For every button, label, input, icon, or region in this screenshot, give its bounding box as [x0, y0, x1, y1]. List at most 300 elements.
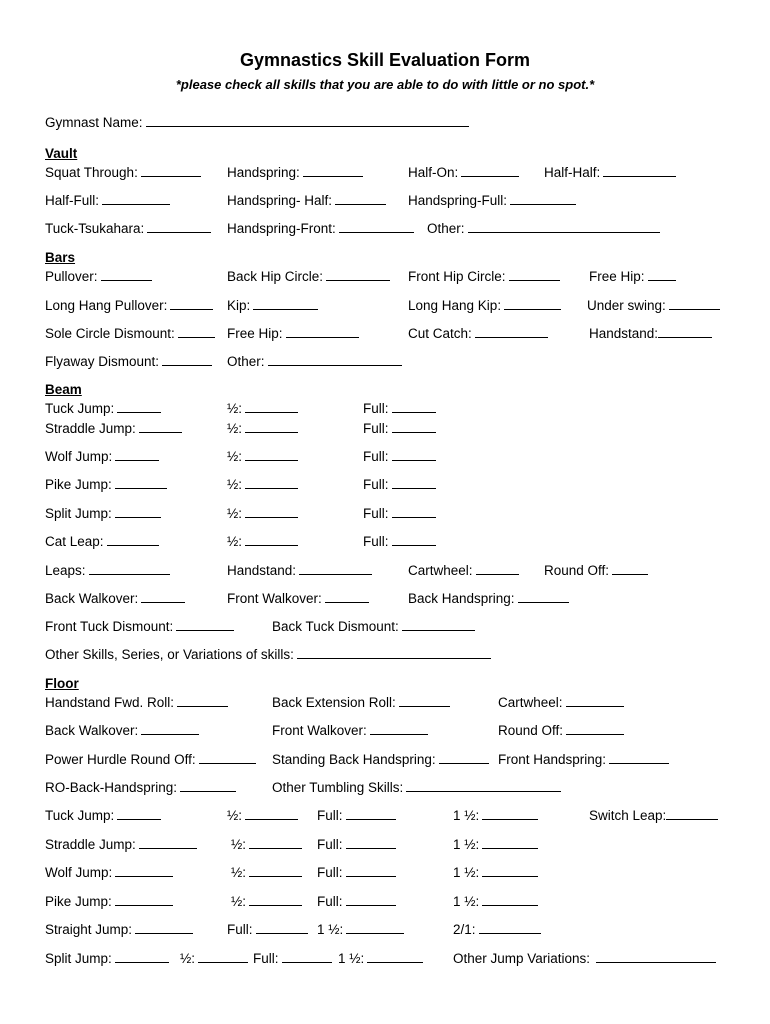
field-blank[interactable]: [253, 296, 318, 310]
vault-heading: Vault: [45, 146, 78, 161]
field-label: Half-On:: [408, 165, 459, 180]
beam-heading: Beam: [45, 382, 82, 397]
field-label: Handspring-Front:: [227, 221, 336, 236]
bars-field[interactable]: [227, 352, 402, 371]
field-blank[interactable]: [392, 504, 436, 518]
field-blank[interactable]: [249, 863, 302, 877]
beam-field[interactable]: [227, 504, 298, 523]
field-label: Full:: [363, 421, 389, 436]
field-blank[interactable]: [482, 863, 538, 877]
field-label: 1 ½:: [338, 951, 365, 966]
field-blank[interactable]: [268, 352, 402, 366]
beam-field[interactable]: [227, 399, 298, 418]
field-blank[interactable]: [178, 324, 215, 338]
field-blank[interactable]: [245, 399, 298, 413]
floor-field[interactable]: [231, 892, 302, 911]
floor-row: [0, 835, 770, 853]
floor-field[interactable]: [231, 835, 302, 854]
field-blank[interactable]: [170, 296, 213, 310]
field-label: 1 ½:: [453, 865, 480, 880]
field-label: Other:: [227, 354, 265, 369]
field-blank[interactable]: [245, 475, 298, 489]
bars-field[interactable]: [45, 352, 212, 371]
field-blank[interactable]: [339, 219, 414, 233]
field-label: Straddle Jump:: [45, 421, 136, 436]
vault-field[interactable]: [227, 191, 386, 210]
field-blank[interactable]: [479, 920, 541, 934]
floor-field[interactable]: [453, 920, 541, 939]
floor-row: [0, 721, 770, 739]
gymnast-name-blank[interactable]: [146, 113, 469, 127]
field-blank[interactable]: [282, 949, 332, 963]
floor-field[interactable]: [45, 778, 236, 797]
beam-field[interactable]: [45, 504, 161, 523]
bars-field[interactable]: [587, 296, 720, 315]
bars-field[interactable]: [45, 296, 213, 315]
bars-row: [0, 352, 770, 370]
vault-field[interactable]: [45, 219, 211, 238]
floor-field[interactable]: [180, 949, 248, 968]
field-blank[interactable]: [510, 191, 576, 205]
field-label: Full:: [317, 865, 343, 880]
field-blank[interactable]: [335, 191, 386, 205]
floor-field[interactable]: [498, 750, 669, 769]
bars-field[interactable]: [227, 267, 390, 286]
field-label: Sole Circle Dismount:: [45, 326, 175, 341]
floor-field[interactable]: [338, 949, 423, 968]
field-label: Other Skills, Series, or Variations of skills:: [45, 647, 294, 662]
vault-row: [0, 219, 770, 237]
field-label: ½:: [227, 534, 243, 549]
field-label: 1 ½:: [453, 837, 480, 852]
field-blank[interactable]: [392, 419, 436, 433]
beam-field[interactable]: [363, 504, 436, 523]
field-label: Round Off:: [544, 563, 610, 578]
floor-field[interactable]: [498, 693, 624, 712]
beam-field[interactable]: [227, 532, 298, 551]
beam-field[interactable]: [363, 475, 436, 494]
beam-field[interactable]: [363, 419, 436, 438]
field-blank[interactable]: [102, 191, 170, 205]
floor-field[interactable]: [453, 949, 716, 968]
field-label: Full:: [253, 951, 279, 966]
beam-field[interactable]: [408, 589, 569, 608]
field-blank[interactable]: [346, 863, 396, 877]
field-blank[interactable]: [139, 835, 197, 849]
vault-field[interactable]: [408, 191, 576, 210]
field-label: 1 ½:: [453, 894, 480, 909]
beam-row: [0, 504, 770, 522]
floor-field[interactable]: [45, 920, 193, 939]
field-blank[interactable]: [476, 561, 519, 575]
field-blank[interactable]: [669, 296, 720, 310]
field-blank[interactable]: [286, 324, 359, 338]
field-label: ½:: [227, 401, 243, 416]
field-label: Long Hang Kip:: [408, 298, 502, 313]
floor-field[interactable]: [253, 949, 332, 968]
field-blank[interactable]: [135, 920, 193, 934]
field-blank[interactable]: [147, 219, 211, 233]
field-blank[interactable]: [141, 589, 185, 603]
field-label: Handstand:: [589, 326, 659, 341]
field-blank[interactable]: [139, 419, 182, 433]
floor-heading: Floor: [45, 676, 79, 691]
field-blank[interactable]: [666, 806, 718, 820]
field-label: ½:: [180, 951, 196, 966]
floor-row: [0, 806, 770, 824]
floor-field[interactable]: [453, 892, 538, 911]
floor-row: [0, 750, 770, 768]
gymnast-name-label: Gymnast Name:: [45, 115, 143, 130]
field-blank[interactable]: [325, 589, 369, 603]
bars-row: [0, 296, 770, 314]
field-blank[interactable]: [518, 589, 569, 603]
field-label: Straight Jump:: [45, 922, 133, 937]
field-blank[interactable]: [566, 721, 624, 735]
field-blank[interactable]: [249, 835, 302, 849]
field-label: Leaps:: [45, 563, 86, 578]
field-blank[interactable]: [658, 324, 712, 338]
floor-row: [0, 892, 770, 910]
field-label: Back Extension Roll:: [272, 695, 396, 710]
floor-row: [0, 778, 770, 796]
field-label: Standing Back Handspring:: [272, 752, 436, 767]
field-label: Handspring:: [227, 165, 300, 180]
field-label: Handstand Fwd. Roll:: [45, 695, 175, 710]
floor-field[interactable]: [231, 863, 302, 882]
gymnast-name-field[interactable]: [45, 113, 469, 132]
floor-field[interactable]: [317, 835, 396, 854]
field-blank[interactable]: [346, 835, 396, 849]
vault-field[interactable]: [427, 219, 660, 238]
field-label: Squat Through:: [45, 165, 138, 180]
vault-field[interactable]: [227, 219, 414, 238]
field-blank[interactable]: [482, 806, 538, 820]
field-blank[interactable]: [249, 892, 302, 906]
vault-row: [0, 191, 770, 209]
field-label: Half-Full:: [45, 193, 100, 208]
field-label: ½:: [227, 421, 243, 436]
field-label: Front Walkover:: [272, 723, 367, 738]
field-label: Split Jump:: [45, 506, 112, 521]
field-blank[interactable]: [482, 892, 538, 906]
field-blank[interactable]: [346, 892, 396, 906]
floor-field[interactable]: [272, 750, 489, 769]
field-blank[interactable]: [612, 561, 648, 575]
field-blank[interactable]: [346, 806, 396, 820]
field-blank[interactable]: [299, 561, 372, 575]
floor-field[interactable]: [272, 693, 450, 712]
field-label: Round Off:: [498, 723, 564, 738]
field-label: Kip:: [227, 298, 251, 313]
field-blank[interactable]: [89, 561, 170, 575]
field-label: Full:: [317, 808, 343, 823]
field-label: Full:: [363, 449, 389, 464]
beam-field[interactable]: [544, 561, 648, 580]
field-label: Other Jump Variations:: [453, 951, 591, 966]
field-label: 1 ½:: [317, 922, 344, 937]
field-label: Wolf Jump:: [45, 449, 113, 464]
beam-field[interactable]: [363, 532, 436, 551]
floor-field[interactable]: [45, 949, 169, 968]
bars-heading: Bars: [45, 250, 76, 265]
field-blank[interactable]: [162, 352, 212, 366]
field-label: Back Hip Circle:: [227, 269, 324, 284]
beam-row: [0, 617, 770, 635]
floor-field[interactable]: [45, 750, 256, 769]
field-blank[interactable]: [245, 447, 298, 461]
field-label: Cartwheel:: [498, 695, 563, 710]
field-label: ½:: [227, 449, 243, 464]
field-label: Straddle Jump:: [45, 837, 136, 852]
floor-field[interactable]: [453, 806, 538, 825]
beam-row: [0, 532, 770, 550]
field-label: Flyaway Dismount:: [45, 354, 160, 369]
field-label: Cat Leap:: [45, 534, 104, 549]
beam-field[interactable]: [363, 399, 436, 418]
field-blank[interactable]: [475, 324, 548, 338]
bars-field[interactable]: [408, 267, 560, 286]
field-label: Full:: [363, 401, 389, 416]
field-blank[interactable]: [180, 778, 236, 792]
field-blank[interactable]: [392, 399, 436, 413]
vault-field[interactable]: [227, 163, 363, 182]
form-title: Gymnastics Skill Evaluation Form: [239, 50, 531, 70]
field-blank[interactable]: [482, 835, 538, 849]
field-blank[interactable]: [303, 163, 363, 177]
field-label: Full:: [227, 922, 253, 937]
floor-field[interactable]: [453, 863, 538, 882]
beam-field[interactable]: [45, 419, 182, 438]
field-label: Long Hang Pullover:: [45, 298, 168, 313]
field-label: ½:: [227, 808, 243, 823]
field-label: Full:: [363, 534, 389, 549]
field-blank[interactable]: [117, 399, 161, 413]
field-blank[interactable]: [468, 219, 660, 233]
field-blank[interactable]: [177, 693, 228, 707]
floor-field[interactable]: [45, 835, 197, 854]
field-label: ½:: [231, 894, 247, 909]
beam-field[interactable]: [45, 617, 234, 636]
field-blank[interactable]: [115, 892, 173, 906]
beam-row: [0, 645, 770, 663]
floor-field[interactable]: [317, 806, 396, 825]
field-blank[interactable]: [115, 949, 169, 963]
field-blank[interactable]: [461, 163, 519, 177]
field-label: Free Hip:: [589, 269, 645, 284]
field-blank[interactable]: [504, 296, 561, 310]
field-blank[interactable]: [392, 475, 436, 489]
field-label: 2/1:: [453, 922, 476, 937]
bars-field[interactable]: [408, 324, 548, 343]
bars-field[interactable]: [408, 296, 561, 315]
field-label: ½:: [227, 477, 243, 492]
beam-field[interactable]: [272, 617, 475, 636]
bars-field[interactable]: [45, 324, 215, 343]
floor-field[interactable]: [45, 806, 161, 825]
field-blank[interactable]: [245, 504, 298, 518]
bars-field[interactable]: [227, 296, 318, 315]
field-label: ½:: [231, 865, 247, 880]
field-label: Under swing:: [587, 298, 666, 313]
field-label: Tuck Jump:: [45, 808, 115, 823]
field-blank[interactable]: [370, 721, 428, 735]
floor-field[interactable]: [227, 920, 308, 939]
beam-field[interactable]: [227, 447, 298, 466]
field-blank[interactable]: [297, 645, 491, 659]
field-blank[interactable]: [245, 532, 298, 546]
beam-field[interactable]: [45, 532, 159, 551]
field-blank[interactable]: [141, 163, 201, 177]
beam-field[interactable]: [45, 645, 491, 664]
field-label: Back Handspring:: [408, 591, 515, 606]
field-label: Full:: [317, 837, 343, 852]
bars-row: [0, 324, 770, 342]
field-label: Full:: [317, 894, 343, 909]
beam-row: [0, 447, 770, 465]
field-label: Split Jump:: [45, 951, 112, 966]
vault-field[interactable]: [45, 191, 170, 210]
field-label: Pike Jump:: [45, 477, 112, 492]
field-blank[interactable]: [406, 778, 561, 792]
field-blank[interactable]: [107, 532, 159, 546]
field-blank[interactable]: [648, 267, 676, 281]
beam-field[interactable]: [45, 399, 161, 418]
floor-field[interactable]: [317, 863, 396, 882]
floor-row: [0, 920, 770, 938]
beam-row: [0, 419, 770, 437]
floor-row: [0, 949, 770, 967]
floor-field[interactable]: [45, 721, 199, 740]
field-blank[interactable]: [399, 693, 450, 707]
beam-field[interactable]: [227, 589, 369, 608]
field-label: Switch Leap:: [589, 808, 667, 823]
floor-row: [0, 693, 770, 711]
field-blank[interactable]: [115, 504, 161, 518]
field-label: Front Handspring:: [498, 752, 607, 767]
beam-field[interactable]: [45, 447, 159, 466]
field-label: ½:: [231, 837, 247, 852]
field-label: Full:: [363, 477, 389, 492]
field-blank[interactable]: [199, 750, 256, 764]
floor-field[interactable]: [317, 892, 396, 911]
field-label: RO-Back-Handspring:: [45, 780, 178, 795]
field-label: Power Hurdle Round Off:: [45, 752, 196, 767]
bars-field[interactable]: [589, 267, 676, 286]
field-blank[interactable]: [392, 532, 436, 546]
beam-row: [0, 589, 770, 607]
field-blank[interactable]: [256, 920, 308, 934]
bars-row: [0, 267, 770, 285]
field-label: Pike Jump:: [45, 894, 112, 909]
field-label: Other Tumbling Skills:: [272, 780, 404, 795]
field-label: Handspring-Full:: [408, 193, 508, 208]
field-label: Back Tuck Dismount:: [272, 619, 399, 634]
field-label: Free Hip:: [227, 326, 283, 341]
bars-field[interactable]: [227, 324, 359, 343]
field-blank[interactable]: [509, 267, 560, 281]
field-blank[interactable]: [566, 693, 624, 707]
floor-field[interactable]: [45, 693, 228, 712]
beam-field[interactable]: [45, 561, 170, 580]
field-blank[interactable]: [141, 721, 199, 735]
field-blank[interactable]: [609, 750, 669, 764]
field-blank[interactable]: [245, 806, 298, 820]
field-blank[interactable]: [101, 267, 152, 281]
floor-field[interactable]: [453, 835, 538, 854]
field-blank[interactable]: [402, 617, 475, 631]
field-label: Cut Catch:: [408, 326, 472, 341]
field-label: ½:: [227, 506, 243, 521]
field-label: Handspring- Half:: [227, 193, 333, 208]
floor-field[interactable]: [227, 806, 298, 825]
beam-field[interactable]: [227, 475, 298, 494]
field-label: Front Hip Circle:: [408, 269, 506, 284]
field-blank[interactable]: [603, 163, 676, 177]
field-blank[interactable]: [176, 617, 234, 631]
field-blank[interactable]: [117, 806, 161, 820]
beam-field[interactable]: [45, 475, 167, 494]
field-blank[interactable]: [115, 447, 159, 461]
field-label: Full:: [363, 506, 389, 521]
field-label: Back Walkover:: [45, 723, 139, 738]
field-label: Other:: [427, 221, 465, 236]
gymnast-name-row: [0, 113, 770, 131]
field-label: Tuck-Tsukahara:: [45, 221, 145, 236]
beam-row: [0, 561, 770, 579]
form-instructions: *please check all skills that you are able to do with little or no spot.*: [175, 77, 595, 92]
field-blank[interactable]: [367, 949, 423, 963]
field-label: Half-Half:: [544, 165, 601, 180]
floor-field[interactable]: [498, 721, 624, 740]
field-label: Tuck Jump:: [45, 401, 115, 416]
field-label: Front Tuck Dismount:: [45, 619, 174, 634]
floor-field[interactable]: [45, 892, 173, 911]
field-label: 1 ½:: [453, 808, 480, 823]
beam-field[interactable]: [227, 561, 372, 580]
floor-field[interactable]: [272, 721, 428, 740]
beam-row: [0, 399, 770, 417]
field-label: Cartwheel:: [408, 563, 473, 578]
field-blank[interactable]: [346, 920, 404, 934]
floor-row: [0, 863, 770, 881]
field-blank[interactable]: [115, 475, 167, 489]
field-blank[interactable]: [392, 447, 436, 461]
bars-field[interactable]: [589, 324, 712, 343]
floor-field[interactable]: [589, 806, 718, 825]
field-blank[interactable]: [115, 863, 173, 877]
beam-field[interactable]: [227, 419, 298, 438]
vault-field[interactable]: [45, 163, 201, 182]
floor-field[interactable]: [317, 920, 404, 939]
beam-field[interactable]: [45, 589, 185, 608]
vault-field[interactable]: [408, 163, 519, 182]
field-label: Handstand:: [227, 563, 297, 578]
floor-field[interactable]: [45, 863, 173, 882]
floor-field[interactable]: [272, 778, 561, 797]
field-blank[interactable]: [439, 750, 489, 764]
vault-row: [0, 163, 770, 181]
field-blank[interactable]: [326, 267, 390, 281]
field-blank[interactable]: [596, 949, 716, 963]
field-blank[interactable]: [245, 419, 298, 433]
field-blank[interactable]: [198, 949, 248, 963]
field-label: Front Walkover:: [227, 591, 322, 606]
beam-field[interactable]: [363, 447, 436, 466]
beam-field[interactable]: [408, 561, 519, 580]
vault-field[interactable]: [544, 163, 676, 182]
bars-field[interactable]: [45, 267, 152, 286]
